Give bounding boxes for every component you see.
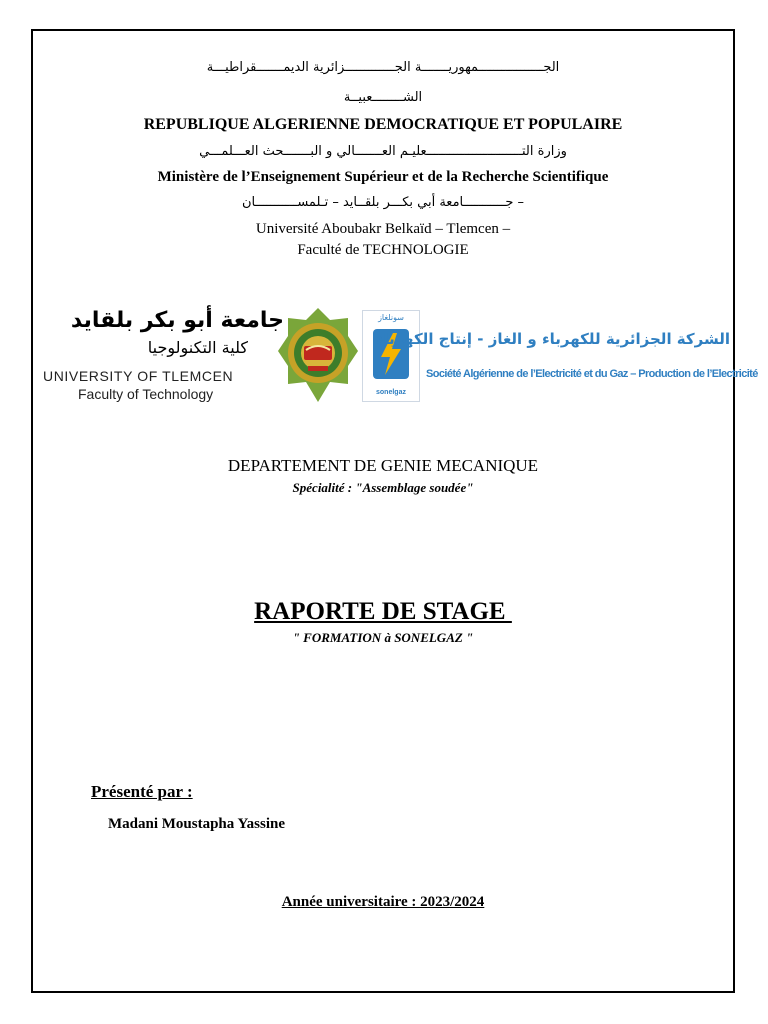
department-name: DEPARTEMENT DE GENIE MECANIQUE — [227, 456, 539, 475]
republic-title: REPUBLIQUE ALGERIENNE DEMOCRATIQUE ET POPULAIRE — [143, 116, 623, 133]
company-arabic-name: الشركة الجزائرية للكهرباء و الغاز - إنتاج الكهرباء — [375, 330, 730, 348]
report-title: RAPORTE DE STAGE — [254, 598, 512, 625]
company-name-block — [375, 330, 758, 390]
university-english-name: UNIVERSITY OF TLEMCEN — [43, 368, 234, 384]
university-english-faculty: Faculty of Technology — [78, 386, 214, 402]
arabic-university: – جـــــــــــامعة أبي بكـــر بلقــايد – تـلمســـــــــــان — [241, 195, 525, 210]
university-name: Université Aboubakr Belkaïd – Tlemcen – — [255, 221, 511, 237]
sonelgaz-label: sonelgaz — [376, 389, 406, 396]
university-arabic-faculty: كلية التكنولوجيا — [147, 338, 248, 357]
ministry-title: Ministère de l’Enseignement Supérieur et de la Recherche Scientifique — [157, 169, 609, 185]
presenter-label: Présenté par : — [91, 782, 193, 801]
arabic-republic-line1: الجـــــــــــــــــمهوريـــــــة الجـــــــــــــزائرية الديمـــــــقراطيـــة — [206, 60, 560, 75]
faculty-name: Faculté de TECHNOLOGIE — [297, 242, 469, 258]
sonelgaz-arabic-label: سونلغاز — [378, 313, 404, 322]
arabic-republic-line2: الشــــــــعبيــة — [343, 90, 423, 105]
university-seal-icon — [278, 306, 358, 404]
university-logo — [40, 308, 288, 408]
arabic-ministry: وزارة التـــــــــــــــــــــــــعليـم العـــــــالي و البـــــــحث العـــلمـــي — [199, 144, 567, 159]
university-seal — [278, 306, 358, 404]
report-subtitle: " FORMATION à SONELGAZ " — [292, 630, 474, 645]
presenter-name: Madani Moustapha Yassine — [108, 816, 285, 832]
specialty: Spécialité : "Assemblage soudée" — [292, 480, 474, 495]
company-french-name: Société Algérienne de l’Electricité et du Gaz – Production de l’Electricité — [426, 368, 758, 380]
academic-year: Année universitaire : 2023/2024 — [281, 894, 485, 910]
sonelgaz-logo — [362, 310, 420, 402]
university-arabic-name: جامعة أبو بكر بلقايد — [70, 308, 284, 333]
